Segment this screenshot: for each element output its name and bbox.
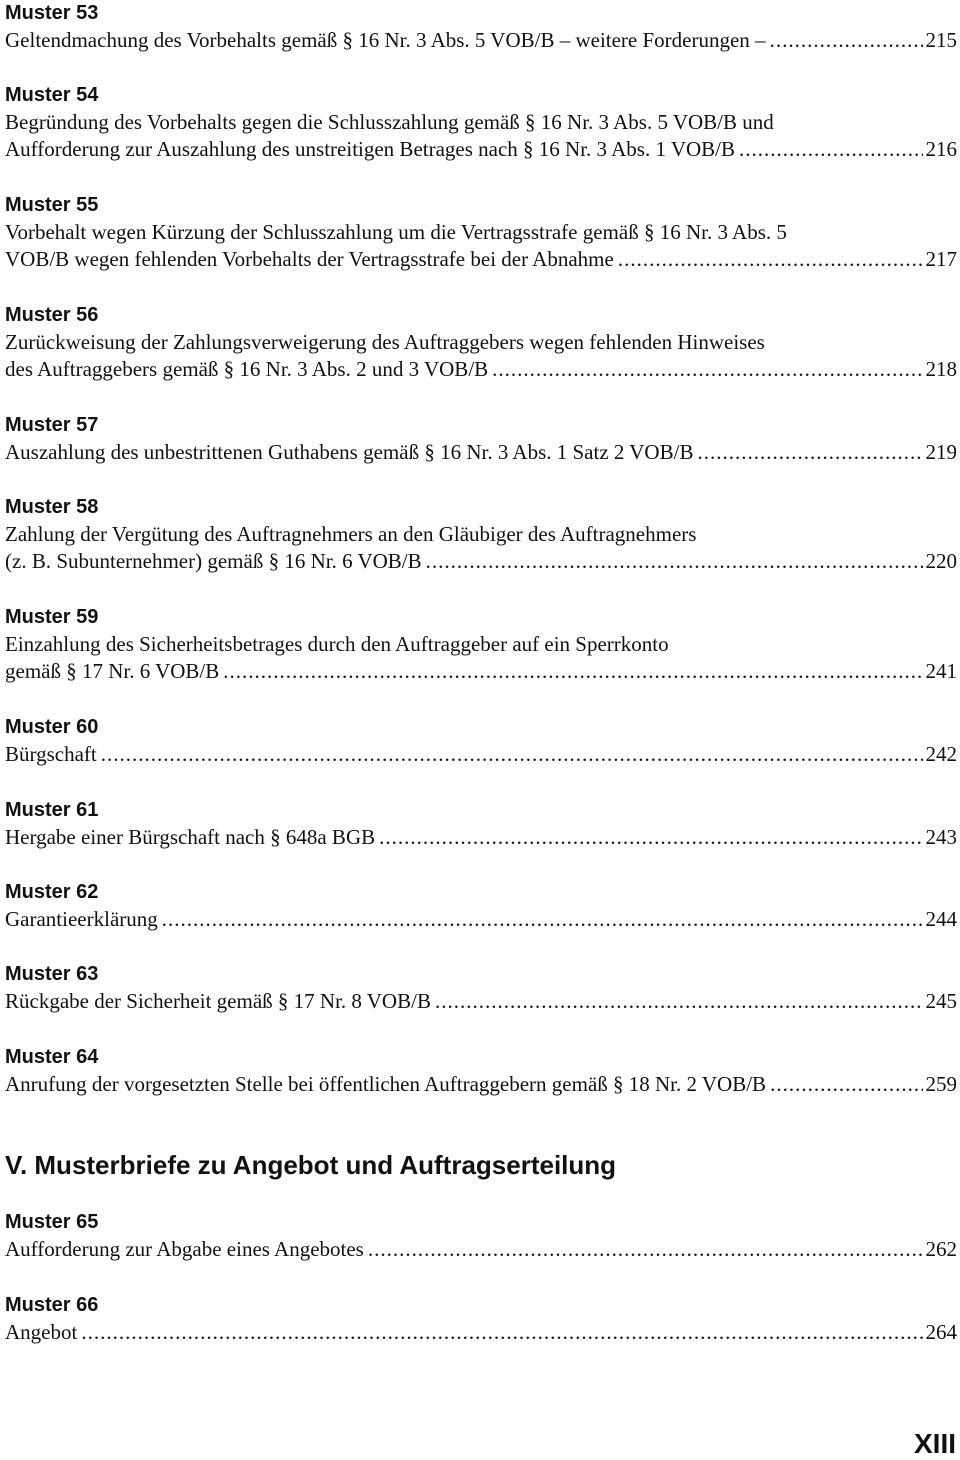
entry-title: Aufforderung zur Abgabe eines Angebotes [5,1237,364,1261]
entry-title-line: Zahlung der Vergütung des Auftragnehmers an den Gläubiger des Auftragnehmers [5,522,697,546]
toc-entry-54 [5,82,957,163]
entry-title-line [5,439,957,466]
entry-title: Anrufung der vorgesetzten Stelle bei öffentlichen Auftraggebern gemäß § 18 Nr. 2 VOB/B [5,1072,767,1096]
toc-entry-58 [5,494,957,575]
entry-title-line [5,27,957,54]
entry-label: Muster 57 [5,414,99,436]
entry-label: Muster 55 [5,194,99,216]
entry-label: Muster 66 [5,1294,99,1316]
entry-page-number: 217 [925,247,957,271]
dot-leader [697,439,922,466]
dot-leader [223,658,922,685]
entry-title: Hergabe einer Bürgschaft nach § 648a BGB [5,825,376,849]
dot-leader [770,27,923,54]
toc-entry-56 [5,302,957,383]
entry-title-line: Begründung des Vorbehalts gegen die Schlusszahlung gemäß § 16 Nr. 3 Abs. 5 VOB/B und [5,110,774,134]
entry-title-line: Zurückweisung der Zahlungsverweigerung des Auftraggebers wegen fehlenden Hinweises [5,330,765,354]
toc-entry-59 [5,604,957,685]
entry-label: Muster 59 [5,606,99,628]
entry-title-line [5,906,957,933]
entry-title-line: Einzahlung des Sicherheitsbetrages durch den Auftraggeber auf ein Sperrkonto [5,632,669,656]
entry-page-number: 215 [925,28,957,52]
entry-title-line [5,548,957,575]
toc-entry-65 [5,1209,957,1263]
entry-page-number: 259 [925,1072,957,1096]
entry-title-line [5,741,957,768]
entry-page-number: 244 [925,907,957,931]
entry-title-line [5,1071,957,1098]
entry-page-number: 242 [925,742,957,766]
dot-leader [101,741,923,768]
dot-leader [770,1071,922,1098]
entry-title: Auszahlung des unbestrittenen Guthabens gemäß § 16 Nr. 3 Abs. 1 Satz 2 VOB/B [5,440,694,464]
entry-title: (z. B. Subunternehmer) gemäß § 16 Nr. 6 VOB/B [5,549,422,573]
dot-leader [379,824,922,851]
toc-entry-53 [5,0,957,54]
entry-title: Rückgabe der Sicherheit gemäß § 17 Nr. 8 VOB/B [5,989,431,1013]
toc-entry-55 [5,192,957,273]
entry-title: des Auftraggebers gemäß § 16 Nr. 3 Abs. 2 und 3 VOB/B [5,357,489,381]
dot-leader [368,1236,923,1263]
entry-page-number: 243 [925,825,957,849]
entry-title-line [5,988,957,1015]
entry-label: Muster 53 [5,2,99,24]
entry-title-line: Vorbehalt wegen Kürzung der Schlusszahlung um die Vertragsstrafe gemäß § 16 Nr. 3 Abs. 5 [5,220,787,244]
entry-page-number: 216 [925,137,957,161]
entry-title: VOB/B wegen fehlenden Vorbehalts der Vertragsstrafe bei der Abnahme [5,247,614,271]
entry-title: Geltendmachung des Vorbehalts gemäß § 16 Nr. 3 Abs. 5 VOB/B – weitere Forderungen – [5,28,766,52]
entry-page-number: 262 [925,1237,957,1261]
entry-title: Garantieerklärung [5,907,158,931]
entry-label: Muster 54 [5,84,99,106]
section-heading: V. Musterbriefe zu Angebot und Auftragserteilung [5,1150,617,1180]
toc-entry-63 [5,961,957,1015]
dot-leader [162,906,923,933]
dot-leader [435,988,923,1015]
entry-title: gemäß § 17 Nr. 6 VOB/B [5,659,220,683]
toc-entry-61 [5,797,957,851]
toc-entry-64 [5,1044,957,1098]
entry-title-line [5,1236,957,1263]
entry-label: Muster 58 [5,496,99,518]
entry-title: Angebot [5,1320,78,1344]
toc-entry-57 [5,412,957,466]
entry-title: Aufforderung zur Auszahlung des unstreitigen Betrages nach § 16 Nr. 3 Abs. 1 VOB/B [5,137,736,161]
entry-page-number: 245 [925,989,957,1013]
entry-page-number: 218 [925,357,957,381]
entry-title-line [5,1319,957,1346]
dot-leader [426,548,923,575]
dot-leader [81,1319,922,1346]
entry-title-line [5,658,957,685]
entry-title: Bürgschaft [5,742,97,766]
entry-label: Muster 61 [5,799,99,821]
entry-title-line [5,824,957,851]
toc-entry-66 [5,1292,957,1346]
toc-entry-62 [5,879,957,933]
entry-page-number: 220 [925,549,957,573]
entry-label: Muster 63 [5,963,99,985]
dot-leader [739,136,922,163]
entry-label: Muster 62 [5,881,99,903]
dot-leader [492,356,922,383]
entry-title-line [5,356,957,383]
entry-label: Muster 65 [5,1211,99,1233]
entry-label: Muster 56 [5,304,99,326]
entry-page-number: 264 [925,1320,957,1344]
entry-label: Muster 60 [5,716,99,738]
entry-title-line [5,136,957,163]
entry-title-line [5,246,957,273]
dot-leader [618,246,923,273]
entry-page-number: 219 [925,440,957,464]
entry-page-number: 241 [925,659,957,683]
entry-label: Muster 64 [5,1046,99,1068]
page-number: XIII [913,1428,956,1459]
toc-entry-60 [5,714,957,768]
